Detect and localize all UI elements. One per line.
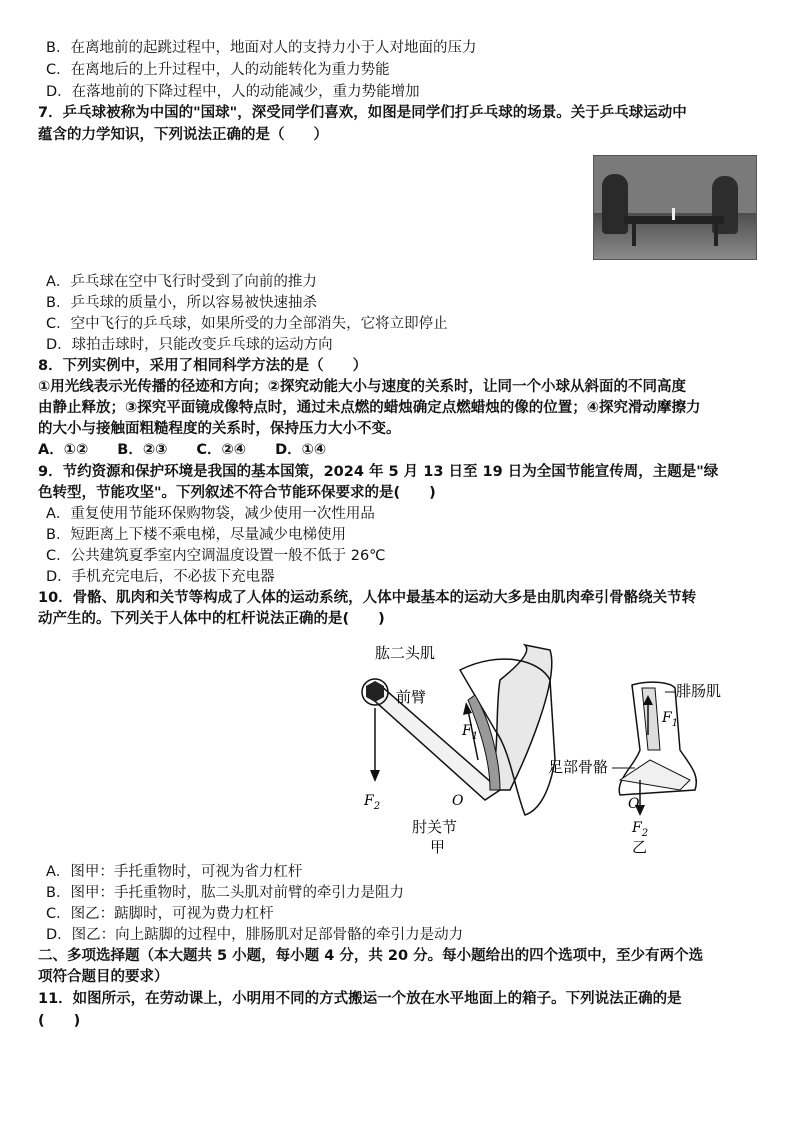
q7-option-c: C．空中飞行的乒乓球，如果所受的力全部消失，它将立即停止 — [46, 316, 448, 332]
q7-option-a: A．乒乓球在空中飞行时受到了向前的推力 — [46, 274, 317, 290]
forearm-label: 前臂 — [396, 688, 427, 706]
footbone-label: 足部骨骼 — [548, 758, 609, 776]
q11-stem-line2: ( ) — [38, 1013, 81, 1029]
q10-stem-line1: 10．骨骼、肌肉和关节等构成了人体的运动系统，人体中最基本的运动大多是由肌肉牵引骨骼绕关节转 — [38, 590, 697, 606]
q10-stem-line2: 动产生的。下列关于人体中的杠杆说法正确的是( ) — [38, 611, 385, 627]
q8-body-line1: ①用光线表示光传播的径迹和方向；②探究动能大小与速度的关系时，让同一个小球从斜面的不同高度 — [38, 379, 687, 395]
biceps-label: 肱二头肌 — [375, 644, 436, 662]
q7-stem-line1: 7．乒乓球被称为中国的"国球"，深受同学们喜欢，如图是同学们打乒乓球的场景。关于乒乓球运动中 — [38, 105, 687, 121]
q6-option-b: B．在离地前的起跳过程中，地面对人的支持力小于人对地面的压力 — [46, 40, 477, 56]
o-label-arm: O — [452, 793, 464, 809]
q9-option-a: A．重复使用节能环保购物袋，减少使用一次性用品 — [46, 506, 375, 522]
q9-option-d: D．手机充完电后，不必拔下充电器 — [46, 569, 275, 585]
lever-figure — [350, 640, 760, 860]
f1-label-foot: $F_1$ — [662, 710, 679, 729]
q7-option-b: B．乒乓球的质量小，所以容易被快速抽杀 — [46, 295, 317, 311]
yi-label: 乙 — [632, 838, 648, 856]
q7-stem-line2: 蕴含的力学知识，下列说法正确的是（ ） — [38, 127, 328, 143]
gastro-label: 腓肠肌 — [676, 682, 722, 700]
q9-option-c: C．公共建筑夏季室内空调温度设置一般不低于 26℃ — [46, 548, 386, 564]
q10-option-c: C．图乙：踮脚时，可视为费力杠杆 — [46, 906, 274, 922]
q9-option-b: B．短距离上下楼不乘电梯，尽量减少电梯使用 — [46, 527, 346, 543]
o-label-foot: O — [628, 796, 640, 812]
q9-stem-line2: 色转型，节能攻坚"。下列叙述不符合节能环保要求的是( ) — [38, 485, 436, 501]
q8-stem: 8．下列实例中，采用了相同科学方法的是（ ） — [38, 358, 368, 374]
q9-stem-line1: 9．节约资源和保护环境是我国的基本国策，2024 年 5 月 13 日至 19 日为全国节能宣传周，主题是"绿 — [38, 464, 719, 480]
section2-heading-line1: 二、多项选择题（本大题共 5 小题，每小题 4 分，共 20 分。每小题给出的四个选项中，至少有两个选 — [38, 948, 704, 964]
q10-option-b: B．图甲：手托重物时，肱二头肌对前臂的牵引力是阻力 — [46, 885, 404, 901]
elbow-label: 肘关节 — [412, 818, 458, 836]
arm-diagram — [362, 645, 555, 815]
q8-body-line3: 的大小与接触面粗糙程度的关系时，保持压力大小不变。 — [38, 421, 401, 437]
q6-option-c: C．在离地后的上升过程中，人的动能转化为重力势能 — [46, 62, 390, 78]
f1-label-arm: $F_1$ — [462, 723, 479, 742]
jia-label: 甲 — [430, 838, 446, 856]
foot-diagram — [612, 682, 696, 816]
q10-option-a: A．图甲：手托重物时，可视为省力杠杆 — [46, 864, 303, 880]
q11-stem-line1: 11．如图所示，在劳动课上，小明用不同的方式搬运一个放在水平地面上的箱子。下列说法正确的是 — [38, 991, 682, 1007]
f2-label-foot: $F_2$ — [632, 820, 649, 839]
q8-body-line2: 由静止释放；③探究平面镜成像特点时，通过未点燃的蜡烛确定点燃蜡烛的像的位置；④探究滑动摩擦力 — [38, 400, 701, 416]
f2-label-arm: $F_2$ — [364, 793, 381, 812]
table-tennis-photo — [593, 155, 757, 260]
q6-option-d: D．在落地前的下降过程中，人的动能减少，重力势能增加 — [46, 84, 420, 100]
q7-option-d: D．球拍击球时，只能改变乒乓球的运动方向 — [46, 337, 333, 353]
section2-heading-line2: 项符合题目的要求） — [38, 969, 169, 985]
q10-option-d: D．图乙：向上踮脚的过程中，腓肠肌对足部骨骼的牵引力是动力 — [46, 927, 464, 943]
q8-options: A．①② B．②③ C．②④ D．①④ — [38, 442, 327, 458]
